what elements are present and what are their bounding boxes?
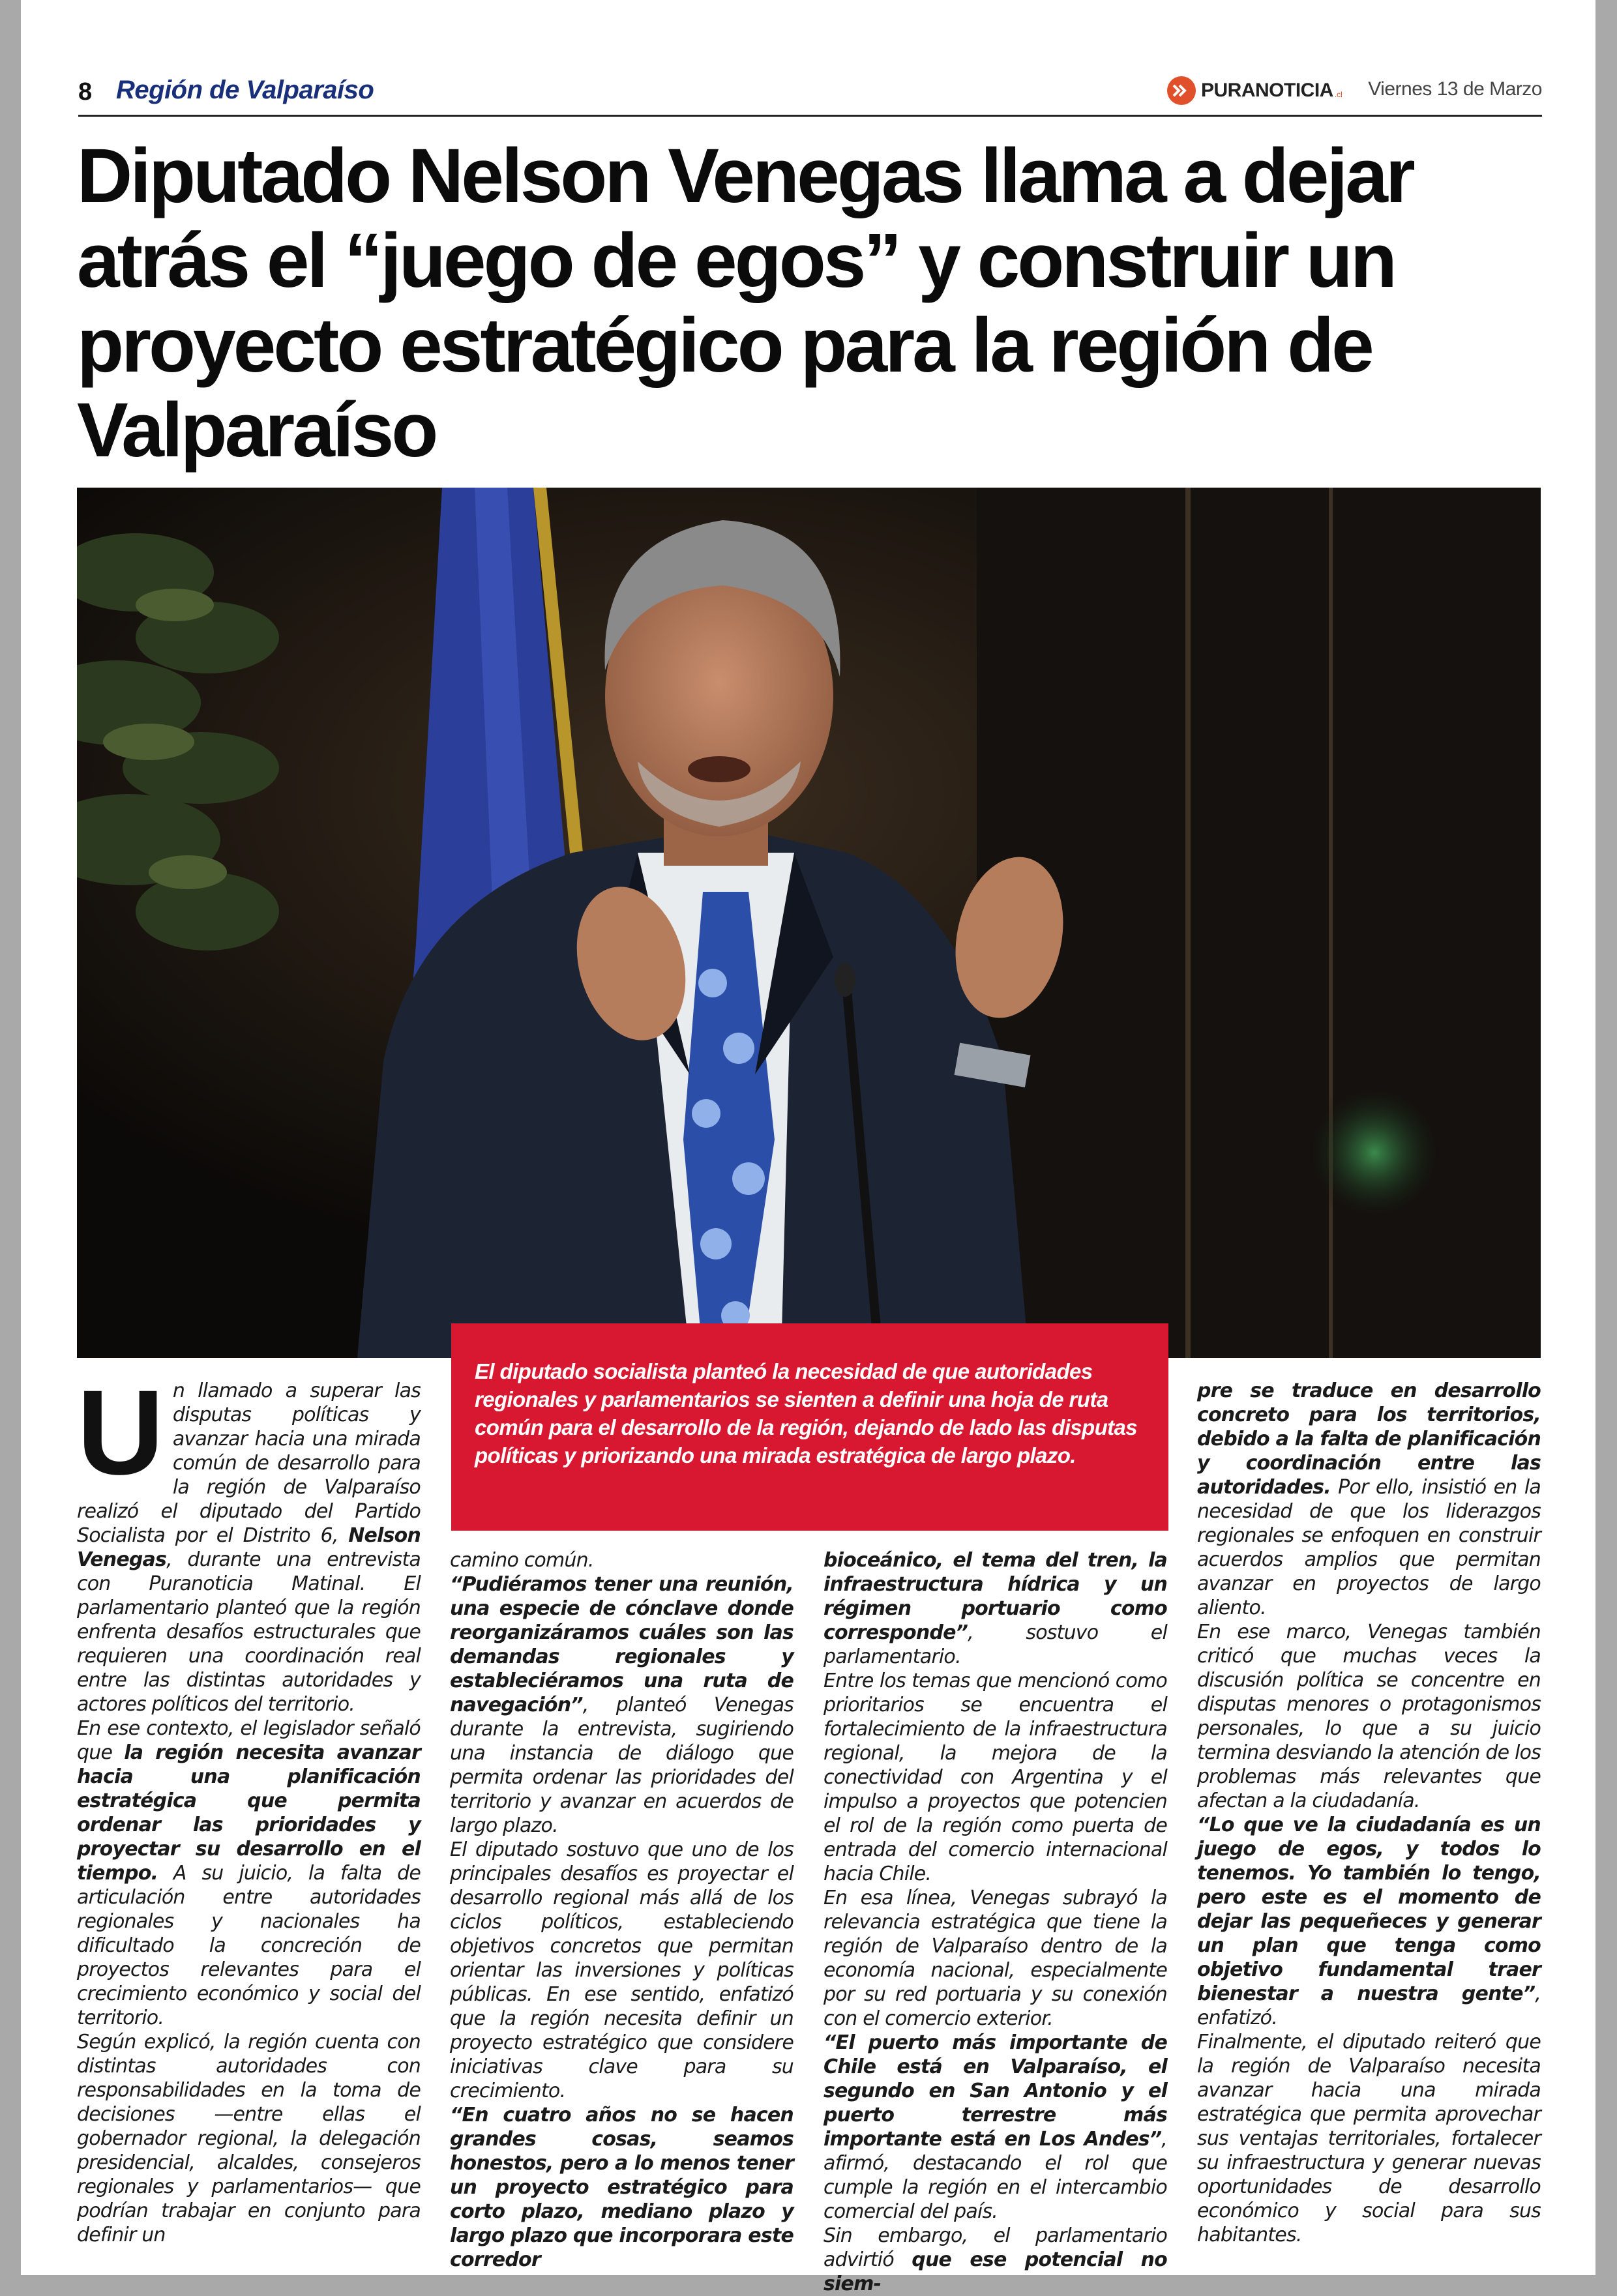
paragraph: Entre los temas que mencionó como prioritarios se encuentra el fortalecimiento de la infraestructura regional, la mejora de la conectividad con Argentina y el impulso a proyectos que potencien el rol de la región como puerta de entrada del comercio internacional hacia Chile.: [823, 1670, 1167, 1885]
text-run: , enfatizó.: [1197, 1982, 1541, 2029]
bold-quote: “El puerto más importante de Chile está en Valparaíso, el segundo en San Antonio y el puerto terrestre más importante está en Los Andes”: [823, 2031, 1167, 2151]
bold-quote: “En cuatro años no se hacen grandes cosas, seamos honestos, pero a lo menos tener un proyecto estratégico para corto plazo, mediano plazo y largo plazo que incorporara este corredor: [450, 2104, 794, 2271]
text-run: Por ello, insistió en la necesidad de que los liderazgos regionales se enfoquen en construir acuerdos amplios que permitan avanzar en proyectos de largo aliento.: [1197, 1476, 1541, 1619]
paragraph: [77, 1366, 421, 1716]
issue-date: Viernes 13 de Marzo: [1368, 78, 1542, 100]
paragraph: [450, 2103, 794, 2272]
bold-quote: “Pudiéramos tener una reunión, una especie de cónclave donde reorganizáramos cuáles son las demandas regionales y estableciéramos una ruta de navegación”: [450, 1573, 794, 1716]
bold-text: pre se traduce en desarrollo concreto para los territorios, debido a la falta de planificación y coordinación entre las autoridades.: [1197, 1379, 1541, 1499]
bold-text: que ese potencial no siem-: [823, 2248, 1167, 2295]
bold-text: Nelson Venegas: [77, 1524, 421, 1571]
article-column-4: [1197, 1379, 1541, 2246]
paragraph: Según explicó, la región cuenta con distintas autoridades con responsabilidades en la toma de decisiones —entre ellas el gobernador regional, la delegación presidencial, alcaldes, consejeros regionales y parlamentarios— que podrían trabajar en conjunto para definir un: [77, 2031, 421, 2246]
paragraph: En ese marco, Venegas también criticó que muchas veces la discusión política se concentre en disputas menores o protagonismos personales, lo que a su juicio termina desviando la atención de los problemas más relevantes que afectan a la ciudadanía.: [1197, 1621, 1541, 1812]
article-column-1: [77, 1366, 421, 2246]
page-number: 8: [78, 78, 93, 106]
article-headline: Diputado Nelson Venegas llama a dejar atrás el “juego de egos” y construir un proyecto estratégico para la región de Valparaíso: [77, 133, 1413, 473]
article-column-2: [450, 1548, 794, 2271]
text-run: Sin embargo, el parlamentario advirtió: [823, 2224, 1167, 2271]
text-run: , afirmó, destacando el rol que cumple la región en el intercambio comercial del país.: [823, 2128, 1167, 2223]
section-title: Región de Valparaíso: [116, 76, 374, 104]
paragraph: En esa línea, Venegas subrayó la relevancia estratégica que tiene la región de Valparaíso dentro de la economía nacional, especialmente por su red portuaria y su conexión con el comercio exterior.: [823, 1887, 1167, 2030]
logo-text: PURANOTICIA: [1201, 80, 1333, 101]
text-run: En ese contexto, el legislador señaló que: [77, 1717, 421, 1764]
paragraph: Finalmente, el diputado reiteró que la región de Valparaíso necesita avanzar hacia una mirada estratégica que permita aprovechar sus ventajas territoriales, fortalecer su infraestructura y generar nuevas oportunidades de desarrollo económico y social para sus habitantes.: [1197, 2031, 1541, 2246]
bold-quote: “Lo que ve la ciudadanía es un juego de egos, y todos lo tenemos. Yo también lo tengo, pero este es el momento de dejar las pequeñeces y generar un plan que tenga como objetivo fundamental traer bienestar a nuestra gente”: [1197, 1814, 1541, 2005]
paragraph: [77, 1716, 421, 2030]
drop-cap: U: [77, 1366, 164, 1500]
paragraph: [823, 1548, 1167, 1669]
paragraph: [1197, 1379, 1541, 1620]
text-run: , sostuvo el parlamentario.: [823, 1621, 1167, 1668]
logo-suffix: .cl: [1334, 90, 1343, 99]
article-column-3: [823, 1548, 1167, 2295]
article-photo: [77, 488, 1541, 1358]
publication-logo: [1167, 76, 1343, 106]
page-header: [78, 72, 1542, 117]
paragraph: [823, 2224, 1167, 2296]
text-run: n llamado a superar las disputas políticas y avanzar hacia una mirada común de desarrollo para la región de Valparaíso realizó el diputado del Partido Socialista por el Distrito 6,: [77, 1379, 421, 1547]
bold-text: la región necesita avanzar hacia una planificación estratégica que permita ordenar las prioridades y proyectar su desarrollo en el tiempo.: [77, 1741, 421, 1885]
bold-quote: bioceánico, el tema del tren, la infraestructura hídrica y un régimen portuario como corresponde”: [823, 1549, 1167, 1644]
paragraph: camino común.: [450, 1549, 594, 1572]
text-run: , planteó Venegas durante la entrevista, sugiriendo una instancia de diálogo que permita ordenar las prioridades del territorio y avanzar en acuerdos de largo plazo.: [450, 1694, 794, 1837]
paragraph: El diputado sostuvo que uno de los principales desafíos es proyectar el desarrollo regional más allá de los ciclos políticos, estableciendo objetivos concretos que permitan orientar las inversiones y políticas públicas. En ese sentido, enfatizó que la región necesita definir un proyecto estratégico que considere iniciativas clave para su crecimiento.: [450, 1838, 794, 2102]
text-run: , durante una entrevista con Puranoticia Matinal. El parlamentario planteó que la región enfrenta desafíos estructurales que requieren una coordinación real entre las distintas autoridades y actores políticos del territorio.: [77, 1548, 421, 1716]
photo-caption: El diputado socialista planteó la necesidad de que autoridades regionales y parlamentarios se sienten a definir una hoja de ruta común para el desarrollo de la región, dejando de lado las disputas políticas y priorizando una mirada estratégica de largo plazo.: [451, 1323, 1168, 1531]
paragraph: [450, 1572, 794, 1838]
puranoticia-chevron-logo-icon: [1167, 76, 1196, 105]
text-run: A su juicio, la falta de articulación entre autoridades regionales y nacionales ha dificultado la concreción de proyectos relevantes para el crecimiento económico y social del territorio.: [77, 1862, 421, 2029]
paragraph: [823, 2031, 1167, 2224]
paragraph: [1197, 1813, 1541, 2030]
